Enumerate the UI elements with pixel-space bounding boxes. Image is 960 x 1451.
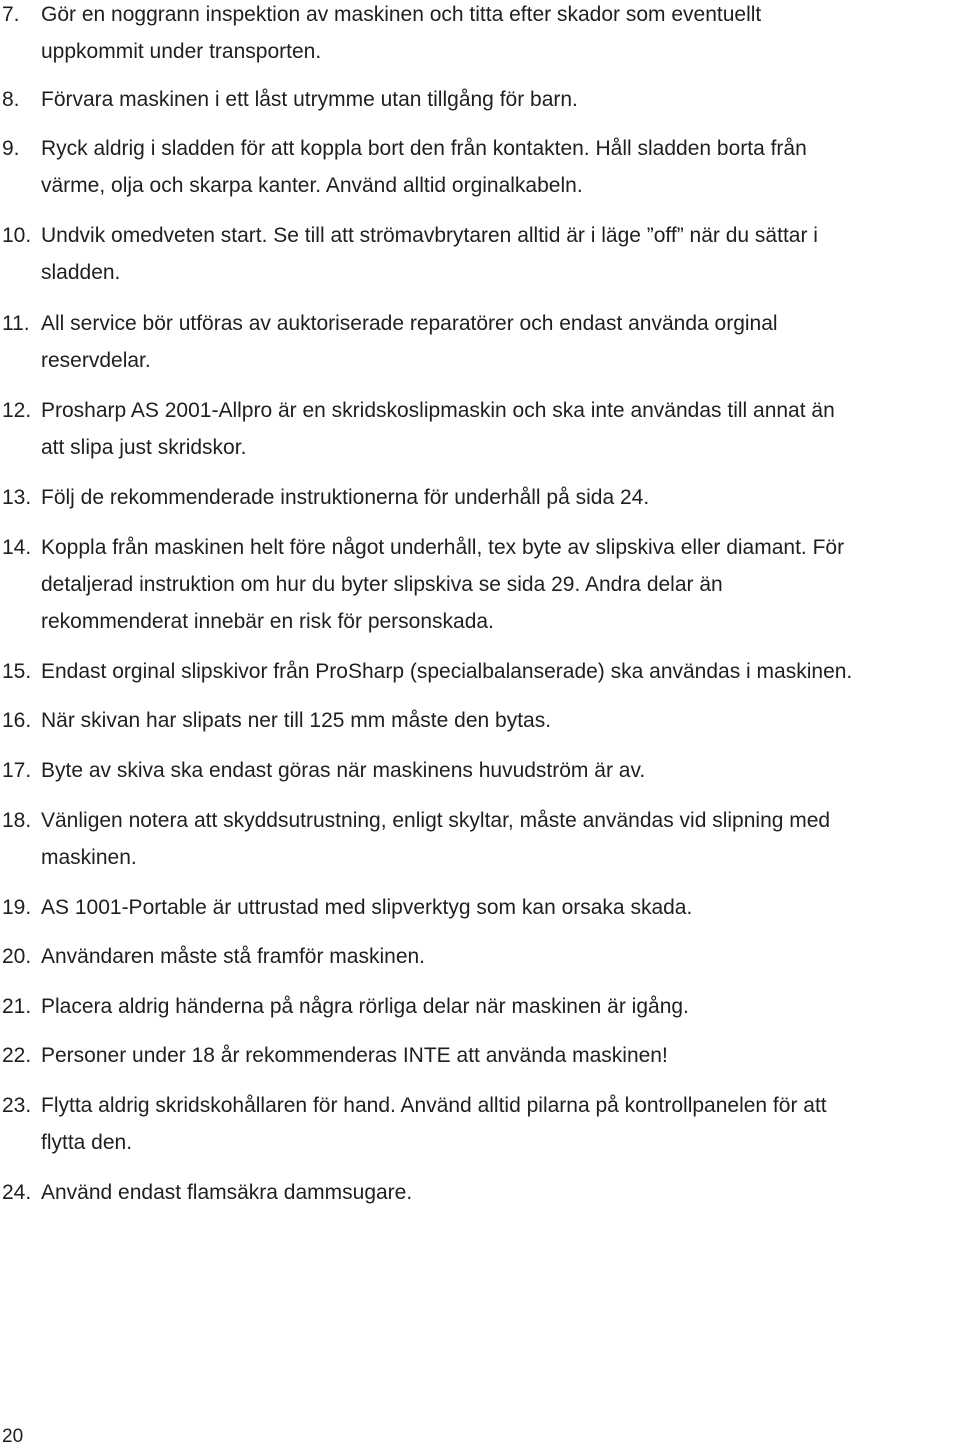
list-item-text [41,392,960,466]
list-item-line: Förvara maskinen i ett låst utrymme utan tillgång för barn. [41,88,578,111]
list-item-line: Ryck aldrig i sladden för att koppla bort den från kontakten. Håll sladden borta från [41,137,807,160]
list-item-line: Gör en noggrann inspektion av maskinen och titta efter skador som eventuellt [41,3,762,26]
list-item-number: 12. [2,399,32,422]
list-item-number: 24. [2,1181,32,1204]
list-item-line: Använd endast flamsäkra dammsugare. [41,1181,413,1204]
list-item-line: detaljerad instruktion om hur du byter slipskiva se sida 29. Andra delar än [41,573,723,596]
list-item-number: 17. [2,759,32,782]
list-item-line: flytta den. [41,1131,133,1154]
list-item-line: uppkommit under transporten. [41,40,322,63]
list-item-line: När skivan har slipats ner till 125 mm måste den bytas. [41,709,552,732]
list-item-number: 13. [2,486,32,509]
list-item-line: att slipa just skridskor. [41,436,247,459]
list-item-line: Placera aldrig händerna på några rörliga delar när maskinen är igång. [41,995,689,1018]
list-item-text [41,938,960,975]
list-item-line: maskinen. [41,846,137,869]
list-item-text [41,479,960,516]
list-item-number: 22. [2,1044,32,1067]
list-item-number: 19. [2,896,32,919]
list-item-number: 18. [2,809,32,832]
list-item-text [41,0,960,70]
list-item-line: Endast orginal slipskivor från ProSharp (specialbalanserade) ska användas i maskinen. [41,660,853,683]
list-item-text [41,1174,960,1211]
list-item-line: Undvik omedveten start. Se till att strömavbrytaren alltid är i läge ”off” när du sättar i [41,224,818,247]
list-item-number: 10. [2,224,32,247]
list-item-text [41,217,960,291]
list-item-text [41,702,960,739]
list-item-text [41,752,960,789]
list-item-number: 16. [2,709,32,732]
list-item-number: 20. [2,945,32,968]
list-item-text [41,529,960,640]
list-item-text [41,653,960,690]
list-item-text [41,889,960,926]
list-item-number: 23. [2,1094,32,1117]
list-item-number: 11. [2,312,30,335]
list-item-line: rekommenderat innebär en risk för personskada. [41,610,494,633]
list-item-number: 14. [2,536,32,559]
list-item-line: sladden. [41,261,121,284]
list-item-text [41,1087,960,1161]
list-item-line: Flytta aldrig skridskohållaren för hand. Använd alltid pilarna på kontrollpanelen för att [41,1094,827,1117]
list-item-text [41,1037,960,1074]
list-item-text [41,802,960,876]
list-item-number: 8. [2,88,20,111]
list-item-line: reservdelar. [41,349,151,372]
list-item-line: Följ de rekommenderade instruktionerna för underhåll på sida 24. [41,486,650,509]
list-item-line: All service bör utföras av auktoriserade reparatörer och endast använda orginal [41,312,778,335]
list-item-text [41,81,960,118]
list-item-line: Vänligen notera att skyddsutrustning, enligt skyltar, måste användas vid slipning med [41,809,831,832]
list-item-line: Prosharp AS 2001-Allpro är en skridskoslipmaskin och ska inte användas till annat än [41,399,835,422]
page-number: 20 [2,1426,24,1447]
list-item-number: 7. [2,3,20,26]
list-item-number: 21. [2,995,32,1018]
list-item-text [41,130,960,204]
list-item-line: Koppla från maskinen helt före något underhåll, tex byte av slipskiva eller diamant. För [41,536,845,559]
list-item-line: värme, olja och skarpa kanter. Använd alltid orginalkabeln. [41,174,583,197]
list-item-line: Byte av skiva ska endast göras när maskinens huvudström är av. [41,759,646,782]
list-item-text [41,305,960,379]
list-item-line: Användaren måste stå framför maskinen. [41,945,426,968]
list-item-text [41,988,960,1025]
list-item-number: 9. [2,137,20,160]
list-item-line: Personer under 18 år rekommenderas INTE att använda maskinen! [41,1044,668,1067]
list-item-line: AS 1001-Portable är uttrustad med slipverktyg som kan orsaka skada. [41,896,693,919]
list-item-number: 15. [2,660,32,683]
